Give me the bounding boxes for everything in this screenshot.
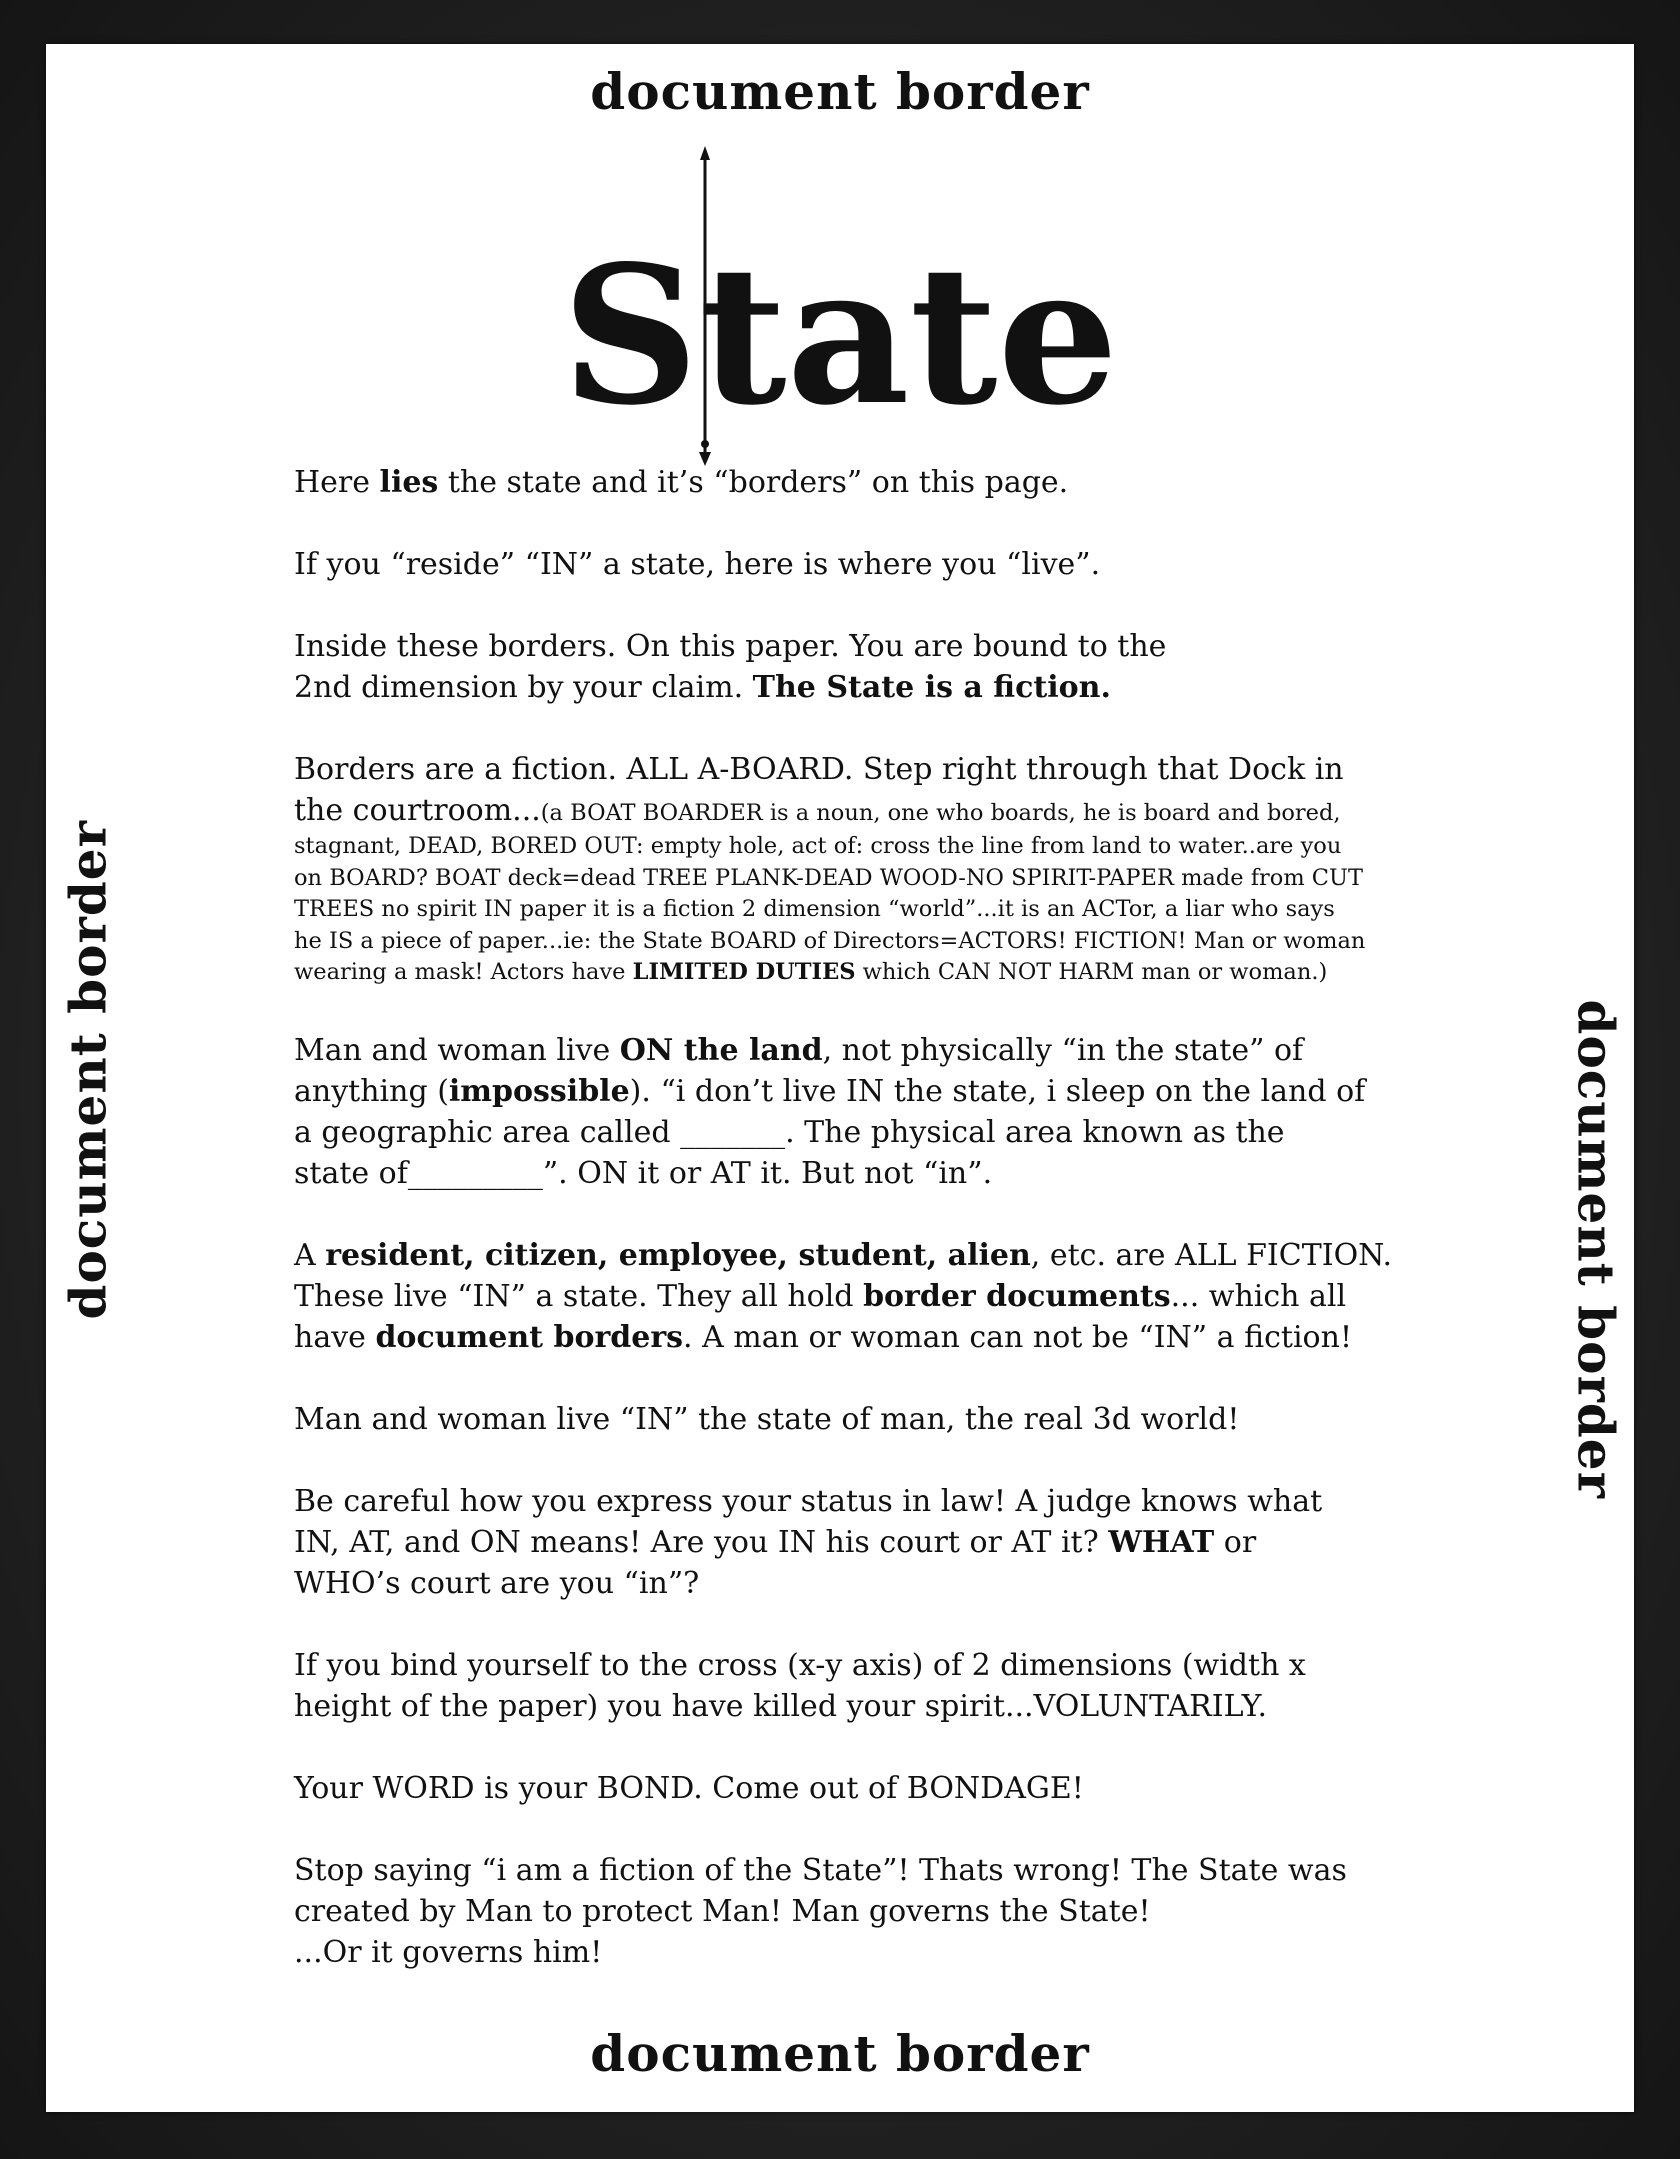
text-line: If you bind yourself to the cross (x-y axis) of 2 dimensions (width x (294, 1647, 1306, 1683)
small-text-line (294, 957, 1494, 989)
text-span: wearing a mask! Actors have (294, 959, 633, 985)
text-line (294, 1317, 1494, 1358)
text-line: created by Man to protect Man! Man governs the State! (294, 1893, 1151, 1929)
document-paper (46, 44, 1634, 2112)
paragraph-6 (294, 1235, 1494, 1358)
bold-text: LIMITED DUTIES (632, 959, 856, 985)
document-body (294, 462, 1494, 2014)
left-border-label: document border (58, 820, 118, 1320)
small-text-line: he IS a piece of paper...ie: the State BOARD of Directors=ACTORS! FICTION! Man or woman (294, 927, 1366, 954)
small-text: (a BOAT BOARDER is a noun, one who boards, he is board and bored, (540, 800, 1341, 826)
text-span: have (294, 1319, 376, 1355)
title-graphic (561, 144, 1119, 474)
text-line (294, 1522, 1494, 1563)
bold-text: The State is a fiction. (752, 670, 1111, 705)
text-span: Man and woman live (294, 1032, 620, 1068)
text-span: These live “IN” a state. They all hold (294, 1278, 864, 1314)
paragraph-11 (294, 1850, 1494, 1973)
text-span: ). “i don’t live IN the state, i sleep on the land of (629, 1073, 1366, 1109)
text-span: . A man or woman can not be “IN” a fiction! (683, 1319, 1352, 1355)
bold-text: document borders (375, 1319, 684, 1355)
text-line: a geographic area called _______. The physical area known as the (294, 1114, 1285, 1150)
title-block (46, 144, 1634, 474)
text-line (294, 1276, 1494, 1317)
text-line (294, 667, 1494, 708)
paragraph-10: Your WORD is your BOND. Come out of BONDAGE! (294, 1770, 1084, 1806)
paragraph-8 (294, 1481, 1494, 1604)
paragraph-1 (294, 462, 1494, 503)
text-line (294, 790, 1494, 831)
text-span: the courtroom... (294, 793, 541, 828)
text-span: IN, AT, and ON means! Are you IN his court or AT it? (294, 1524, 1109, 1560)
text-line: Be careful how you express your status in law! A judge knows what (294, 1483, 1323, 1519)
text-line (294, 1071, 1494, 1112)
title-text: State (561, 224, 1119, 447)
bold-text: border documents (863, 1278, 1171, 1314)
paragraph-3 (294, 626, 1494, 708)
bold-text: lies (379, 465, 439, 500)
top-border-label: document border (590, 62, 1090, 121)
text-line (294, 1030, 1494, 1071)
text-span: which CAN NOT HARM man or woman.) (855, 959, 1328, 985)
paragraph-4 (294, 749, 1494, 989)
small-text-line: on BOARD? BOAT deck=dead TREE PLANK-DEAD WOOD-NO SPIRIT-PAPER made from CUT (294, 864, 1363, 891)
text-line: Borders are a fiction. ALL A-BOARD. Step right through that Dock in (294, 752, 1344, 787)
text-span: the state and it’s “borders” on this page. (438, 465, 1069, 500)
text-line: Stop saying “i am a fiction of the State”! Thats wrong! The State was (294, 1852, 1347, 1888)
text-span: or (1214, 1524, 1257, 1560)
text-line: Inside these borders. On this paper. You are bound to the (294, 629, 1167, 664)
text-span: , etc. are ALL FICTION. (1030, 1237, 1393, 1273)
paragraph-5 (294, 1030, 1494, 1194)
text-span: 2nd dimension by your claim. (294, 670, 753, 705)
text-line: height of the paper) you have killed your spirit...VOLUNTARILY. (294, 1688, 1268, 1724)
bottom-border-label: document border (590, 2024, 1090, 2083)
text-span: Here (294, 465, 380, 500)
small-text-line: TREES no spirit IN paper it is a fiction 2 dimension “world”...it is an ACTor, a liar who says (294, 896, 1335, 922)
text-span: anything ( (294, 1073, 449, 1109)
text-line: ...Or it governs him! (294, 1934, 603, 1970)
paragraph-7: Man and woman live “IN” the state of man, the real 3d world! (294, 1401, 1240, 1437)
bold-text: ON the land (619, 1032, 823, 1068)
right-border-label: document border (1566, 999, 1626, 1499)
paragraph-2: If you “reside” “IN” a state, here is where you “live”. (294, 547, 1101, 582)
small-text-line: stagnant, DEAD, BORED OUT: empty hole, act of: cross the line from land to water..are you (294, 833, 1342, 859)
text-span: A (294, 1237, 326, 1273)
bold-text: WHAT (1108, 1524, 1215, 1560)
bold-text: resident, citizen, employee, student, alien (325, 1237, 1031, 1273)
paragraph-9 (294, 1645, 1494, 1727)
bold-text: impossible (448, 1073, 630, 1109)
text-span: , not physically “in the state” of (822, 1032, 1304, 1068)
text-line: WHO’s court are you “in”? (294, 1565, 700, 1601)
text-span: ... which all (1170, 1278, 1347, 1314)
text-line (294, 1235, 1494, 1276)
text-line: state of_________”. ON it or AT it. But not “in”. (294, 1155, 993, 1191)
